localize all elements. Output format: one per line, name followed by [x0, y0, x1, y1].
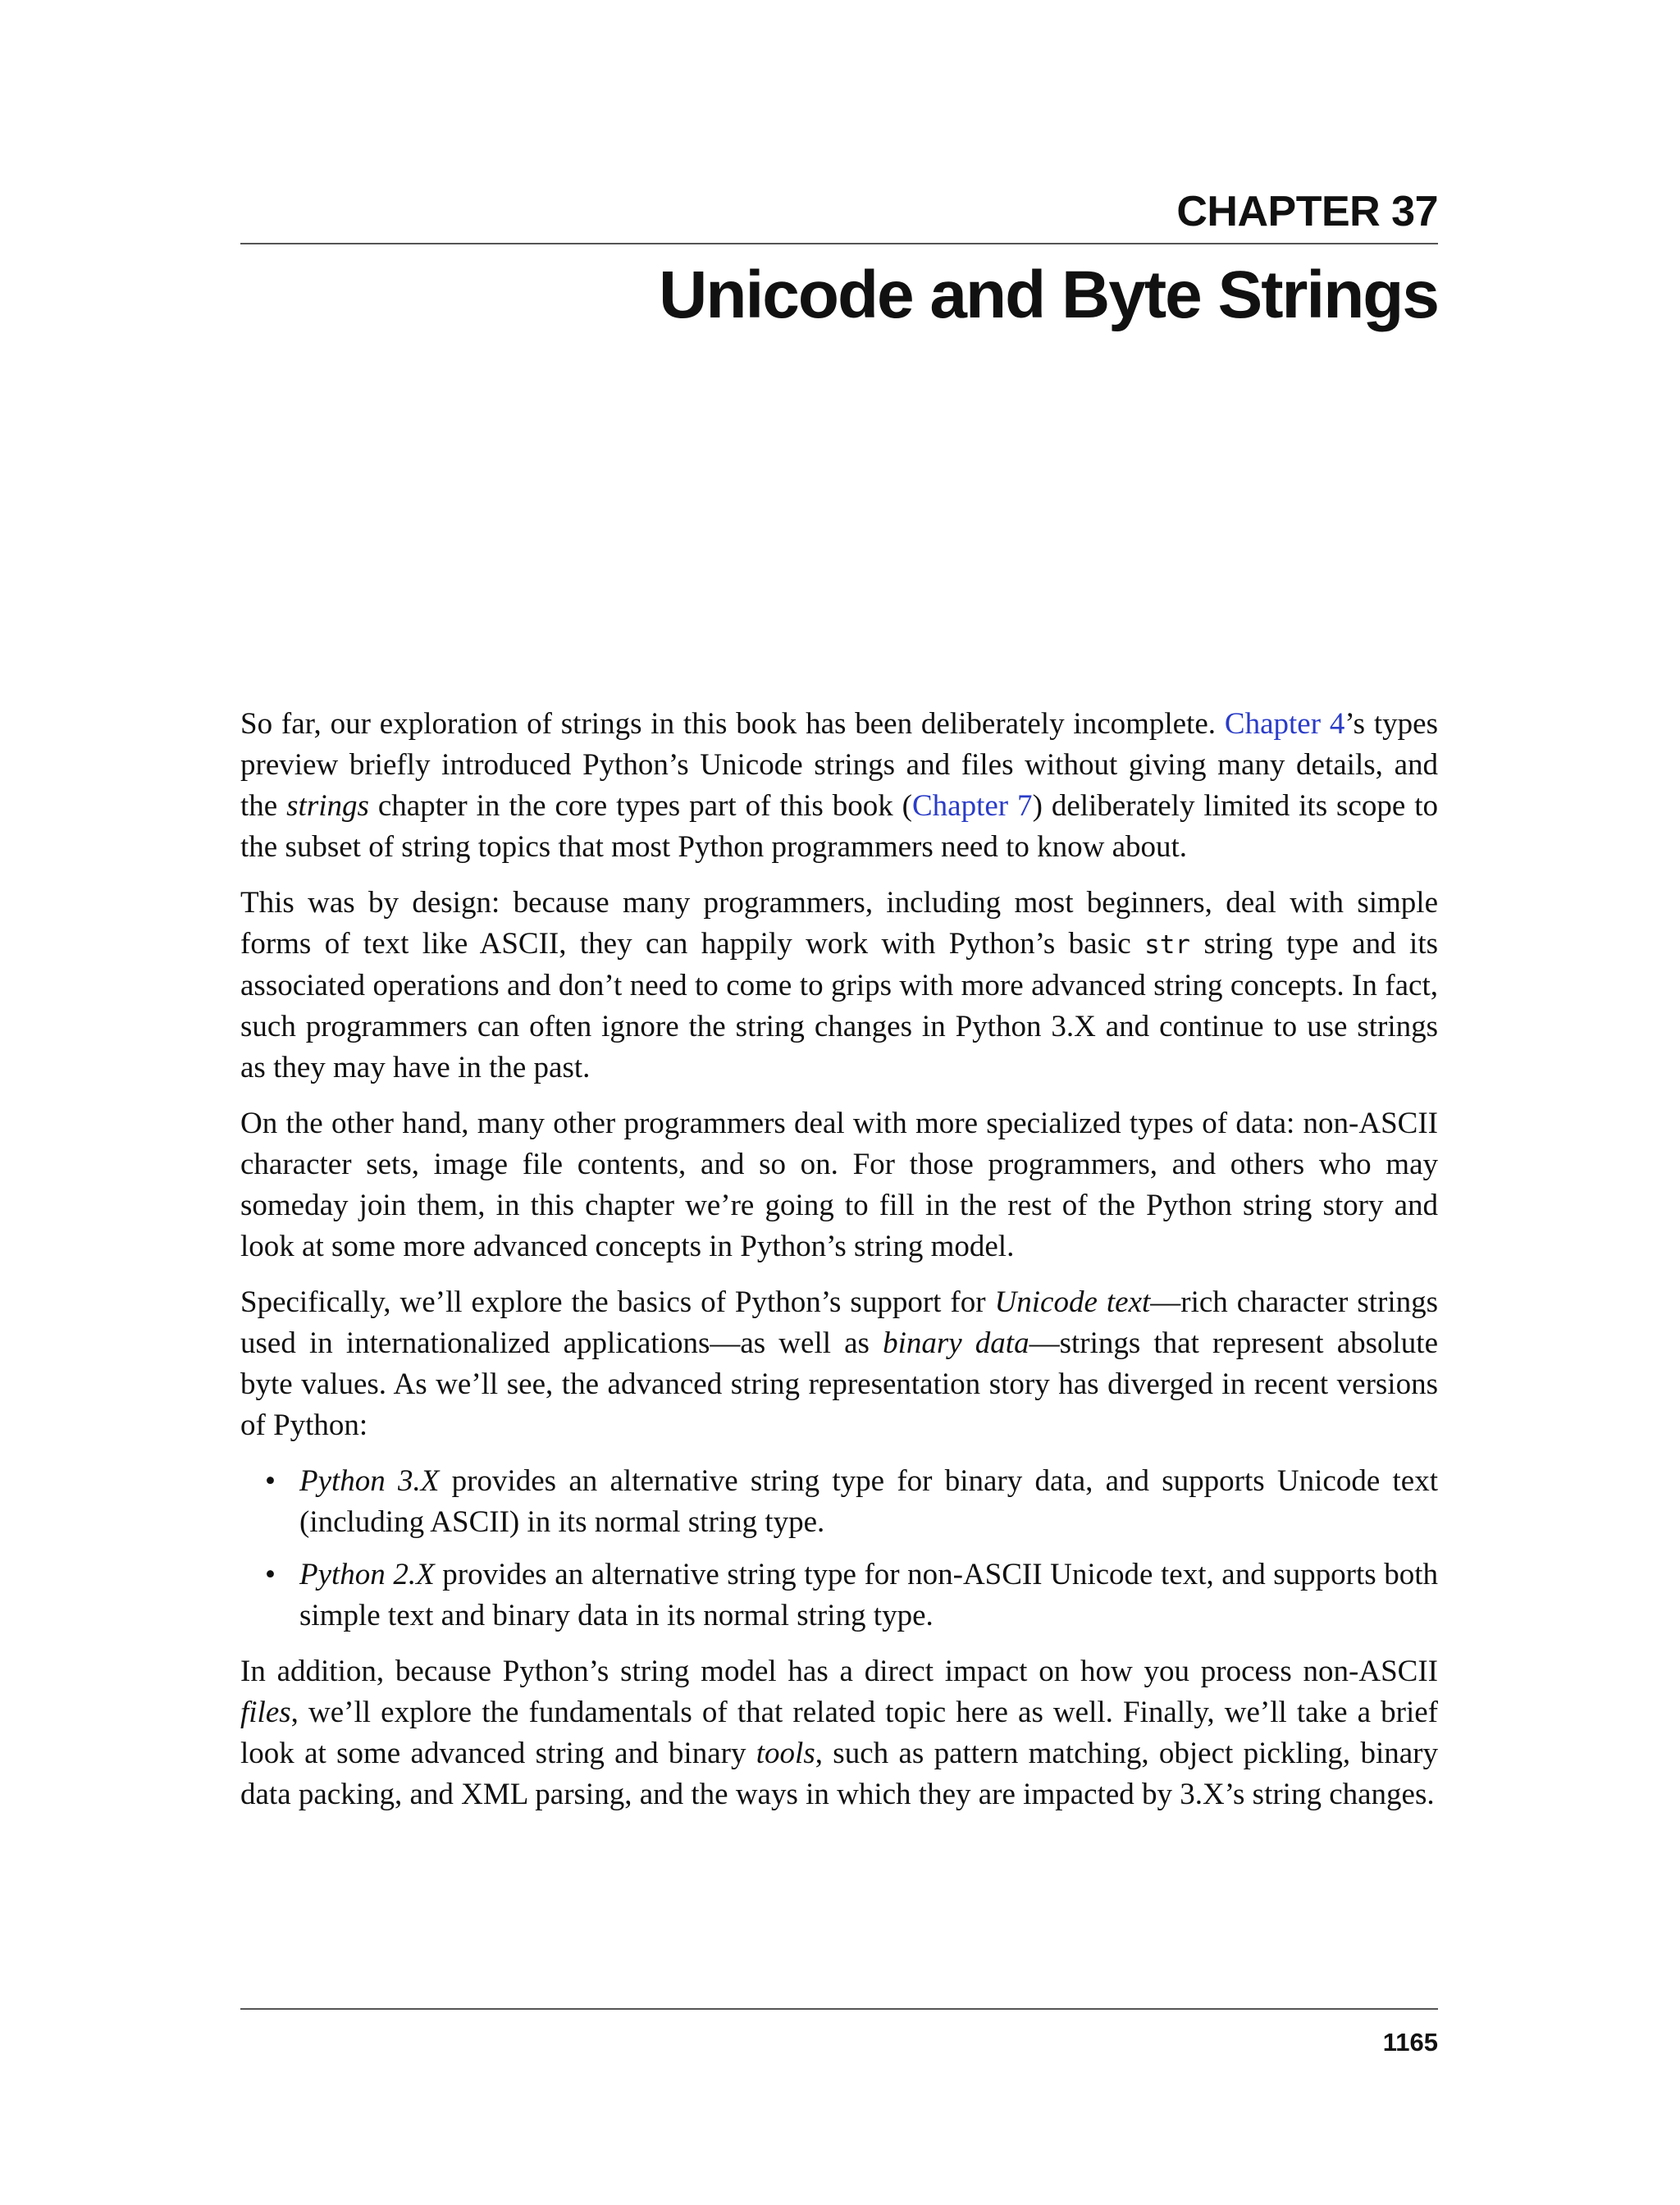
emphasis-text: Unicode text [994, 1285, 1151, 1319]
bullet-icon: • [265, 1464, 276, 1498]
text-run: This was by design: because many programmers, including most beginners, deal with simple forms of text like ASCII, they can happily work with Python’s basic [240, 886, 1438, 961]
chapter-title: Unicode and Byte Strings [659, 258, 1438, 332]
emphasis-text: Python 3.X [299, 1464, 440, 1498]
chapter-body [240, 704, 1438, 1830]
header-rule [240, 243, 1438, 244]
list-item [240, 1461, 1438, 1543]
paragraph-design [240, 883, 1438, 1089]
paragraph-intro [240, 704, 1438, 868]
chapter-header [240, 187, 1438, 336]
text-run: —strings that represent absolute byte values. As we’ll see, the advanced string representation story has diverged in recent versions of Python: [240, 1326, 1439, 1442]
list-item [240, 1554, 1438, 1637]
paragraph-other-hand: On the other hand, many other programmers deal with more specialized types of data: non-ASCII character sets, image file contents, and so on. For those programmers, and others who may someday join them, in this chapter we’re going to fill in the rest of the Python string story and look at some more advanced concepts in Python’s string model. [240, 1107, 1438, 1263]
inline-code: str [1144, 930, 1191, 960]
text-run: In addition, because Python’s string model has a direct impact on how you process non-ASCII [240, 1655, 1438, 1688]
footer-rule [240, 2008, 1438, 2010]
text-run: Specifically, we’ll explore the basics of Python’s support for [240, 1285, 995, 1319]
text-run: —rich character strings used in internationalized applications—as well as [240, 1285, 1438, 1360]
paragraph-specifically [240, 1282, 1438, 1446]
emphasis-text: Python 2.X [299, 1558, 435, 1591]
text-run: ’s types preview briefly introduced Python’s Unicode strings and files without giving many details, and the [240, 707, 1438, 823]
emphasis-text: tools [756, 1737, 815, 1770]
text-run: provides an alternative string type for binary data, and supports Unicode text (including ASCII) in its normal string type. [299, 1464, 1438, 1539]
page-number: 1165 [1382, 2028, 1438, 2057]
emphasis-text: files [240, 1696, 291, 1729]
text-run: provides an alternative string type for non-ASCII Unicode text, and supports both simple text and binary data in its normal string type. [299, 1558, 1438, 1632]
chapter-7-link[interactable]: Chapter 7 [912, 789, 1033, 823]
book-page [240, 0, 1438, 2205]
text-run: , we’ll explore the fundamentals of that related topic here as well. Finally, we’ll take a brief look at some advanced string and binary [240, 1696, 1438, 1770]
text-run: So far, our exploration of strings in this book has been deliberately incomplete. [240, 707, 1225, 741]
version-list [240, 1461, 1438, 1637]
chapter-label: CHAPTER 37 [1176, 188, 1438, 235]
chapter-4-link[interactable]: Chapter 4 [1224, 707, 1345, 741]
text-run: chapter in the core types part of this book ( [368, 789, 912, 823]
paragraph-in-addition [240, 1651, 1438, 1815]
emphasis-text: strings [286, 789, 369, 823]
bullet-icon: • [265, 1558, 276, 1591]
emphasis-text: binary data [883, 1326, 1029, 1360]
text-run: , such as pattern matching, object pickling, binary data packing, and XML parsing, and the ways in which they are impacted by 3.X’s string changes. [240, 1737, 1438, 1811]
text-run: ) deliberately limited its scope to the subset of string topics that most Python programmers need to know about. [240, 789, 1438, 864]
text-run: string type and its associated operations and don’t need to come to grips with more advanced string concepts. In fact, such programmers can often ignore the string changes in Python 3.X and continue to use strings as they may have in the past. [240, 927, 1438, 1084]
